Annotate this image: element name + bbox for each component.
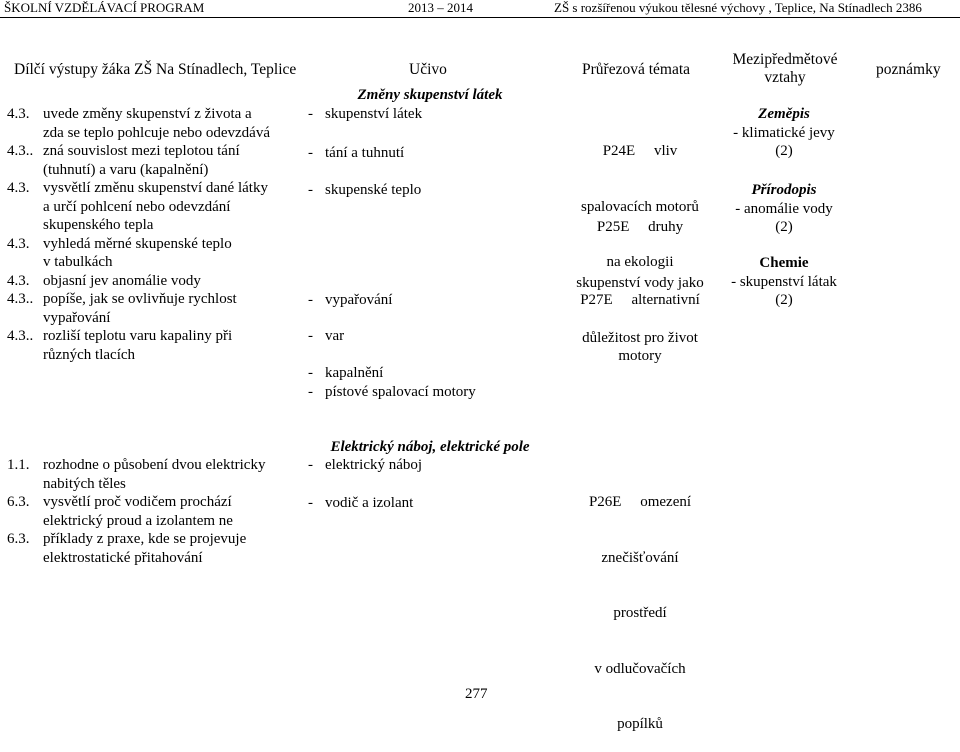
- curriculum-item: [308, 364, 383, 383]
- cross-topic-line: skupenství vody jako: [576, 274, 704, 291]
- outcome-text: uvede změny skupenství z života a: [43, 106, 252, 122]
- list-dash: -: [308, 292, 313, 308]
- interdisciplinary-block: [716, 105, 852, 161]
- page-number: 277: [465, 686, 488, 702]
- outcome-text: zná souvislost mezi teplotou tání: [43, 143, 240, 159]
- list-dash: -: [308, 365, 313, 381]
- cross-topic-line: znečišťování: [601, 549, 679, 566]
- column-header-interdisciplinary-line: vztahy: [764, 69, 806, 86]
- list-dash: -: [308, 145, 313, 161]
- outcome-text: vypařování: [43, 309, 111, 326]
- outcome-line: [7, 493, 265, 512]
- outcome-line: [7, 512, 265, 531]
- curriculum-item-text: vypařování: [325, 292, 393, 308]
- running-header-school: ŠKOLNÍ VZDĚLÁVACÍ PROGRAM: [4, 0, 205, 15]
- cross-topic-line: důležitost pro život: [582, 330, 698, 346]
- column-header-interdisciplinary-line: Mezipředmětové: [732, 51, 838, 68]
- interdisciplinary-line: (2): [775, 292, 793, 308]
- interdisciplinary-block: [716, 254, 852, 310]
- outcome-line: [7, 309, 270, 328]
- outcome-number: 4.3.: [7, 180, 30, 196]
- outcome-text: rozhodne o působení dvou elektricky: [43, 457, 266, 473]
- curriculum-item-text: var: [325, 328, 345, 344]
- column-header-outcomes: Dílčí výstupy žáka ZŠ Na Stínadlech, Teplice: [14, 61, 297, 78]
- curriculum-item-text: skupenské teplo: [325, 182, 422, 198]
- cross-topic-line: P25E druhy: [596, 219, 684, 235]
- curriculum-item-text: pístové spalovací motory: [325, 384, 476, 400]
- interdisciplinary-subject: Zeměpis: [758, 106, 810, 122]
- outcome-text: vysvětlí proč vodičem prochází: [43, 494, 232, 510]
- curriculum-item: [308, 181, 421, 200]
- outcome-number: 4.3.: [7, 272, 30, 289]
- column-header-curriculum: Učivo: [409, 61, 447, 78]
- outcome-line: [7, 346, 270, 365]
- curriculum-item: [308, 327, 344, 346]
- outcome-line: [7, 179, 270, 198]
- outcome-line: [7, 475, 265, 494]
- list-dash: -: [308, 106, 313, 122]
- section2-curriculum-title: Elektrický náboj, elektrické pole: [330, 439, 530, 455]
- outcome-text: objasní jev anomálie vody: [43, 272, 201, 289]
- running-header-years: 2013 – 2014: [408, 0, 473, 15]
- outcome-text: v tabulkách: [43, 254, 113, 270]
- section1-outcomes-list: [7, 105, 270, 364]
- outcome-number: 6.3.: [7, 531, 30, 547]
- outcome-line: [7, 253, 270, 272]
- column-header-interdisciplinary: [720, 51, 850, 87]
- cross-topic-line: P27E alternativní: [580, 292, 700, 308]
- list-dash: -: [308, 457, 313, 473]
- cross-topic-line: prostředí: [613, 605, 667, 621]
- interdisciplinary-line: (2): [775, 143, 793, 159]
- outcome-line: [7, 530, 265, 549]
- section1-curriculum-title: Změny skupenství látek: [357, 87, 503, 103]
- outcome-number: 6.3.: [7, 494, 30, 510]
- curriculum-item-text: tání a tuhnutí: [325, 145, 405, 161]
- outcome-text: vyhledá měrné skupenské teplo: [43, 235, 232, 252]
- outcome-line: [7, 161, 270, 180]
- outcome-line: [7, 272, 270, 291]
- curriculum-item-text: skupenství látek: [325, 106, 423, 122]
- cross-topic-block: [562, 456, 718, 752]
- cross-topic-line: spalovacích motorů: [581, 198, 699, 215]
- interdisciplinary-line: - klimatické jevy: [733, 124, 835, 141]
- section2-outcomes-list: [7, 456, 265, 567]
- curriculum-item-text: kapalnění: [325, 365, 384, 381]
- column-header-notes: poznámky: [876, 61, 941, 78]
- outcome-line: [7, 290, 270, 309]
- outcome-text: různých tlacích: [43, 346, 136, 363]
- outcome-line: [7, 124, 270, 143]
- outcome-number: 4.3..: [7, 291, 34, 307]
- curriculum-item-text: vodič a izolant: [325, 495, 414, 511]
- outcome-text: nabitých těles: [43, 475, 126, 492]
- curriculum-item: [308, 456, 422, 475]
- outcome-text: a určí pohlcení nebo odevzdání: [43, 198, 231, 215]
- outcome-text: skupenského tepla: [43, 217, 154, 233]
- outcome-line: [7, 216, 270, 235]
- outcome-line: [7, 198, 270, 217]
- outcome-text: (tuhnutí) a varu (kapalnění): [43, 161, 209, 178]
- list-dash: -: [308, 328, 313, 344]
- running-header-school-address: ZŠ s rozšířenou výukou tělesné výchovy , Teplice, Na Stínadlech 2386: [554, 0, 922, 15]
- cross-topic-line: v odlučovačích: [594, 660, 686, 677]
- curriculum-item: [308, 144, 404, 163]
- list-dash: -: [308, 384, 313, 400]
- interdisciplinary-line: (2): [775, 219, 793, 235]
- curriculum-item: [308, 383, 476, 402]
- list-dash: -: [308, 182, 313, 198]
- cross-topic-block: [562, 254, 718, 384]
- cross-topic-line: P26E omezení: [588, 494, 692, 510]
- outcome-line: [7, 235, 270, 254]
- outcome-line: [7, 327, 270, 346]
- outcome-text: elektrický proud a izolantem ne: [43, 512, 233, 529]
- outcome-text: elektrostatické přitahování: [43, 549, 203, 566]
- outcome-line: [7, 549, 265, 568]
- outcome-number: 4.3..: [7, 328, 34, 344]
- interdisciplinary-subject: Chemie: [759, 255, 809, 271]
- curriculum-item: [308, 105, 422, 124]
- column-header-cross-topics: Průřezová témata: [582, 61, 691, 78]
- interdisciplinary-subject: Přírodopis: [751, 182, 817, 198]
- outcome-text: rozliší teplotu varu kapaliny při: [43, 328, 233, 344]
- outcome-text: zda se teplo pohlcuje nebo odevzdává: [43, 124, 270, 141]
- outcome-line: [7, 105, 270, 124]
- interdisciplinary-block: [716, 181, 852, 237]
- cross-topic-line: P24E vliv: [602, 143, 678, 159]
- outcome-number: 4.3.: [7, 235, 30, 252]
- outcome-line: [7, 142, 270, 161]
- outcome-text: příklady z praxe, kde se projevuje: [43, 531, 247, 547]
- curriculum-item: [308, 494, 413, 513]
- interdisciplinary-line: - skupenství látak: [731, 273, 837, 290]
- cross-topic-line: na ekologii: [606, 254, 674, 270]
- curriculum-item-text: elektrický náboj: [325, 457, 423, 473]
- outcome-line: [7, 456, 265, 475]
- outcome-text: vysvětlí změnu skupenství dané látky: [43, 180, 268, 196]
- cross-topic-line: popílků: [617, 716, 663, 732]
- outcome-number: 1.1.: [7, 457, 30, 473]
- cross-topic-line: motory: [618, 347, 662, 364]
- outcome-number: 4.3.: [7, 106, 30, 122]
- outcome-number: 4.3..: [7, 143, 34, 159]
- curriculum-item: [308, 291, 392, 310]
- interdisciplinary-line: - anomálie vody: [735, 200, 833, 217]
- header-rule: [0, 17, 960, 18]
- list-dash: -: [308, 495, 313, 511]
- outcome-text: popíše, jak se ovlivňuje rychlost: [43, 291, 237, 307]
